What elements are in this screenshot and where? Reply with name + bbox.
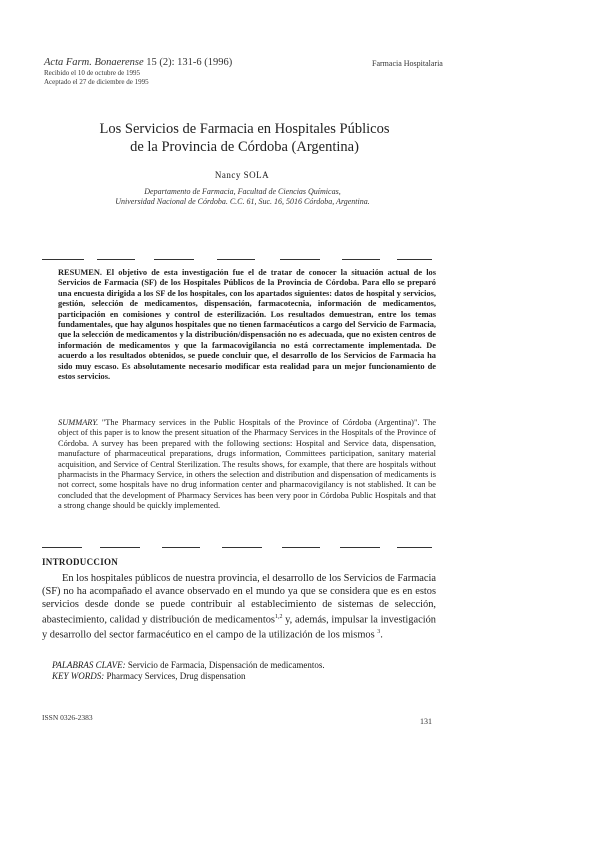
- author-affiliation: [60, 187, 425, 207]
- title-line-2: de la Provincia de Córdoba (Argentina): [130, 139, 359, 155]
- submission-dates: [44, 69, 149, 86]
- keywords-en-value: Pharmacy Services, Drug dispensation: [106, 671, 246, 681]
- affiliation-line-2: Universidad Nacional de Córdoba. C.C. 61, Suc. 16, 5016 Córdoba, Argentina.: [115, 197, 370, 206]
- intro-text-b: y, además, impulsar la investigación y desarrollo del sector farmacéutico en el campo de la utilización de los mismos: [42, 614, 436, 641]
- top-dashed-rule: [42, 259, 432, 261]
- journal-name: Acta Farm. Bonaerense: [44, 57, 144, 68]
- received-date: Recibido el 10 de octubre de 1995: [44, 69, 141, 77]
- resumen-abstract: [58, 268, 436, 382]
- issn-number: ISSN 0326-2383: [42, 713, 93, 722]
- summary-label: SUMMARY.: [58, 418, 99, 427]
- article-title: [0, 120, 489, 156]
- keywords-en-label: KEY WORDS:: [52, 671, 105, 681]
- introduction-paragraph: [42, 572, 436, 642]
- section-tag: Farmacia Hospitalaria: [372, 59, 443, 68]
- journal-volume: 15 (2): 131-6 (1996): [146, 57, 233, 68]
- summary-abstract: [58, 418, 436, 512]
- resumen-text: El objetivo de esta investigación fue el de tratar de conocer la situación actual de los Servicios de Farmacia (SF) de los Hospitales Públicos de la Provincia de Córdoba. Para ello se preparó una encuesta dirigida a los SF de los hospitales, con los apartados siguientes: datos de hospital y servicios, gestión, selección de medicamentos, dispensación, farmacotecnia, información de medicamentos, participación en comisiones y control de esterilización. Los resultados demuestran, entre los temas fundamentales, que hay algunos hospitales que no tienen farmacéuticos a cargo del Servicio de Farmacia, que la selección de medicamentos y la distribución/dispensación no es adecuada, que no existen centros de información de medicamentos y que la farmacovigilancia no está correctamente implementada. De acuerdo a los resultados obtenidos, se puede concluir que, el desarrollo de los Servicios de Farmacia ha sido muy escaso. Es absolutamente necesario modificar esta realidad para un mejor funcionamiento de estos servicios.: [58, 268, 437, 382]
- resumen-label: RESUMEN.: [58, 268, 102, 277]
- accepted-date: Aceptado el 27 de diciembre de 1995: [44, 77, 149, 86]
- introduction-heading: INTRODUCCION: [42, 557, 119, 567]
- citation-ref-3: 3: [377, 629, 381, 636]
- keywords-english: [52, 671, 432, 682]
- bottom-dashed-rule: [42, 547, 432, 549]
- page-number: 131: [420, 717, 432, 726]
- keywords-es-value: Servicio de Farmacia, Dispensación de medicamentos.: [127, 660, 325, 670]
- intro-text-a: En los hospitales públicos de nuestra provincia, el desarrollo de los Servicios de Farmacia (SF) no ha acompañado el avance observado en el mundo ya que se considera que es en estos servicios desde donde se puede contribuir al establecimiento de sistemas de selección, abastecimiento, calidad y distribución de medicamentos: [42, 573, 436, 626]
- keywords-es-label: PALABRAS CLAVE:: [52, 660, 126, 670]
- summary-text: "The Pharmacy services in the Public Hospitals of the Province of Córdoba (Argentina)". The object of this paper is to know the present situation of the Pharmacy Services in the Hospitals of the Province of Córdoba. A survey has been prepared with the following sections: Hospital and Service data, dispensation, manufacture of pharmaceutical preparations, drugs information, Committees participation, sanitary material acquisition, and Service of Central Sterilization. The results shows, for example, that there are hospitals without pharmacists in the Pharmacy Service, in others the selection and distribution and dispensation of medicaments is not correct, some hospitals have no drug information center and pharmacovigilancy is not stablished. It can be concluded that the development of Pharmacy Services has been very poor in Córdoba Public Hospitals and that a strong change should be quickly implemented.: [58, 418, 436, 511]
- affiliation-line-1: Departamento de Farmacia, Facultad de Ciencias Químicas,: [144, 187, 341, 196]
- citation-ref-1-2: 1,2: [274, 614, 283, 620]
- journal-citation: [44, 57, 232, 68]
- keywords-spanish: [52, 660, 432, 671]
- title-line-1: Los Servicios de Farmacia en Hospitales Públicos: [99, 121, 390, 137]
- intro-text-c: .: [380, 629, 383, 641]
- author-name: Nancy SOLA: [214, 170, 270, 180]
